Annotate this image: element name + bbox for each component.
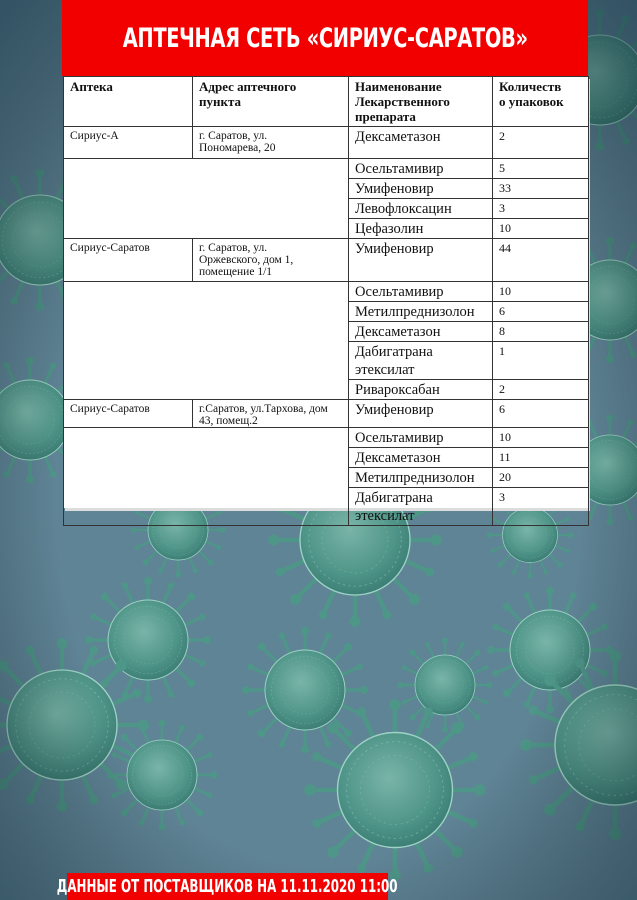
page-title-banner: [62, 0, 588, 76]
drug-cell: Осельтамивир: [349, 282, 493, 302]
table-row: [64, 239, 589, 282]
quantity-cell: 10: [493, 428, 589, 448]
quantity-cell: 3: [493, 199, 589, 219]
drug-cell: [349, 342, 493, 380]
column-header-pharmacy: [64, 77, 193, 127]
header-text: о упаковок: [499, 94, 564, 109]
address-line: г. Саратов, ул.: [199, 130, 268, 142]
quantity-cell: 11: [493, 448, 589, 468]
table-header-row: [64, 77, 589, 127]
empty-cell: [64, 282, 349, 400]
header-text: Лекарственного: [355, 94, 450, 109]
drug-cell: Дексаметазон: [349, 322, 493, 342]
drug-name-line: Дабигатрана: [355, 344, 433, 360]
address-cell: [193, 127, 349, 159]
column-header-quantity: [493, 77, 589, 127]
empty-cell: [64, 159, 349, 239]
header-text: Количеств: [499, 79, 562, 94]
drug-cell: Цефазолин: [349, 219, 493, 239]
header-text: Аптека: [70, 79, 113, 94]
table-row: [64, 400, 589, 428]
address-line: помещение 1/1: [199, 266, 273, 278]
empty-cell: [64, 428, 349, 526]
quantity-cell: 6: [493, 302, 589, 322]
address-cell: [193, 400, 349, 428]
quantity-cell: 6: [493, 400, 589, 428]
table-row: [64, 428, 589, 448]
header-text: пункта: [199, 94, 242, 109]
drug-cell: Умифеновир: [349, 239, 493, 282]
quantity-cell: 10: [493, 282, 589, 302]
header-text: Адрес аптечного: [199, 79, 297, 94]
address-line: 43, помещ.2: [199, 415, 258, 427]
table-row: [64, 127, 589, 159]
page-title: АПТЕЧНАЯ СЕТЬ «СИРИУС-САРАТОВ»: [122, 22, 528, 54]
table-row: [64, 282, 589, 302]
header-text: Наименование: [355, 79, 442, 94]
data-timestamp-banner: [57, 873, 398, 900]
pharmacy-stock-table: [63, 76, 589, 526]
pharmacy-name-cell: Сириус-А: [64, 127, 193, 159]
pharmacy-stock-table-container: [63, 76, 588, 524]
drug-cell: Дексаметазон: [349, 127, 493, 159]
address-line: г.Саратов, ул.Тархова, дом: [199, 403, 328, 415]
address-line: Оржевского, дом 1,: [199, 254, 294, 266]
drug-cell: Ривароксабан: [349, 380, 493, 400]
address-cell: [193, 239, 349, 282]
drug-cell: Умифеновир: [349, 400, 493, 428]
quantity-cell: 2: [493, 127, 589, 159]
quantity-cell: 10: [493, 219, 589, 239]
data-timestamp-text: ДАННЫЕ ОТ ПОСТАВЩИКОВ НА 11.11.2020 11:00: [57, 876, 398, 897]
column-header-address: [193, 77, 349, 127]
drug-cell: Метилпреднизолон: [349, 468, 493, 488]
address-line: Пономарева, 20: [199, 142, 276, 154]
drug-cell: Метилпреднизолон: [349, 302, 493, 322]
drug-cell: [349, 488, 493, 526]
pharmacy-name-cell: Сириус-Саратов: [64, 239, 193, 282]
quantity-cell: 8: [493, 322, 589, 342]
table-row: [64, 159, 589, 179]
quantity-cell: 33: [493, 179, 589, 199]
quantity-cell: 5: [493, 159, 589, 179]
quantity-cell: 20: [493, 468, 589, 488]
quantity-cell: 44: [493, 239, 589, 282]
quantity-cell: 3: [493, 488, 589, 526]
quantity-cell: 2: [493, 380, 589, 400]
drug-name-line: этексилат: [355, 362, 415, 378]
drug-cell: Умифеновир: [349, 179, 493, 199]
drug-name-line: этексилат: [355, 508, 415, 524]
header-text: препарата: [355, 109, 416, 124]
drug-cell: Левофлоксацин: [349, 199, 493, 219]
drug-cell: Осельтамивир: [349, 428, 493, 448]
drug-name-line: Дабигатрана: [355, 490, 433, 506]
column-header-drug: [349, 77, 493, 127]
quantity-cell: 1: [493, 342, 589, 380]
drug-cell: Осельтамивир: [349, 159, 493, 179]
drug-cell: Дексаметазон: [349, 448, 493, 468]
pharmacy-name-cell: Сириус-Саратов: [64, 400, 193, 428]
address-line: г. Саратов, ул.: [199, 242, 268, 254]
